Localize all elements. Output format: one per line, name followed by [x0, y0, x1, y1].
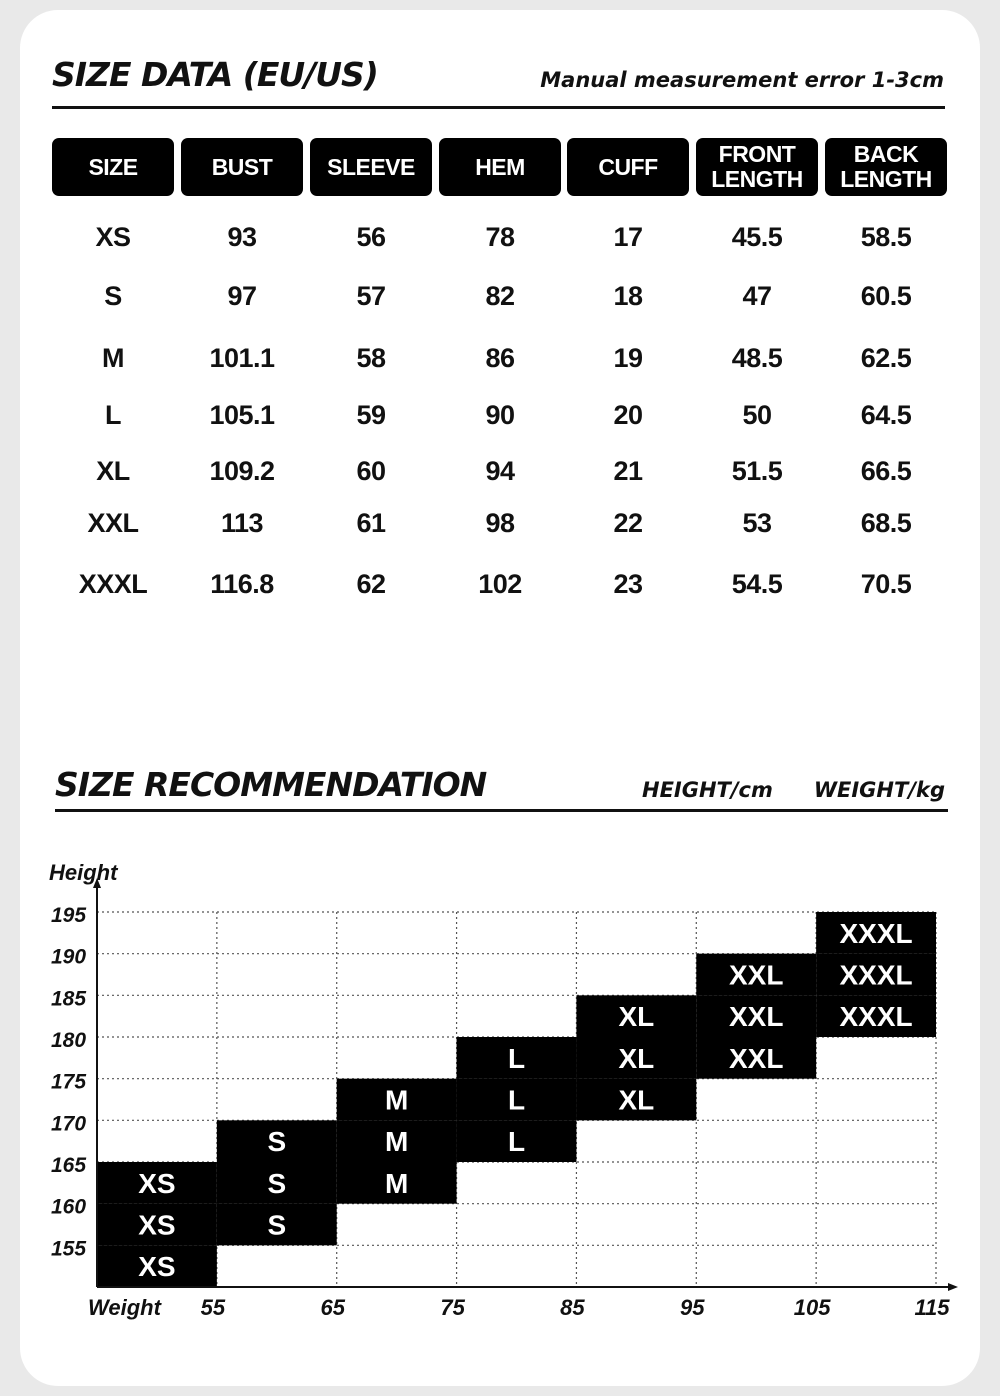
size-cell-label: L — [507, 1126, 526, 1158]
cell-cuff: 19 — [613, 343, 643, 373]
cell-front-length: 48.5 — [731, 343, 783, 373]
y-axis-label: Height — [49, 860, 118, 885]
column-header-cuff: CUFF — [567, 138, 689, 196]
height-unit-label: HEIGHT/cm — [642, 778, 773, 802]
y-tick-label: 155 — [51, 1237, 87, 1261]
x-axis-label: Weight — [88, 1295, 161, 1320]
cell-sleeve: 57 — [356, 281, 386, 311]
cell-size: L — [105, 400, 121, 430]
size-cell-label: XXXL — [839, 1001, 913, 1033]
column-header-sleeve: SLEEVE — [310, 138, 432, 196]
cell-hem: 78 — [485, 222, 515, 252]
cell-sleeve: 58 — [356, 343, 386, 373]
column-header-bust: BUST — [181, 138, 303, 196]
cell-bust: 113 — [220, 508, 264, 538]
cell-cuff: 20 — [613, 400, 643, 430]
cell-hem: 86 — [485, 343, 515, 373]
cell-back-length: 66.5 — [860, 456, 912, 486]
cell-sleeve: 56 — [356, 222, 386, 252]
y-tick-label: 185 — [51, 987, 87, 1011]
cell-sleeve: 62 — [356, 569, 386, 599]
size-cell-label: XS — [138, 1167, 176, 1199]
y-tick-label: 175 — [51, 1070, 87, 1094]
y-tick-label: 195 — [51, 904, 87, 927]
x-tick-label: 65 — [320, 1295, 345, 1320]
cell-size: S — [104, 281, 122, 311]
size-cell-label: L — [507, 1084, 526, 1116]
cell-front-length: 47 — [742, 281, 772, 311]
x-tick-label: 95 — [680, 1295, 705, 1320]
size-cell-label: S — [267, 1126, 287, 1158]
cell-cuff: 21 — [613, 456, 643, 486]
x-tick-label: 85 — [560, 1295, 585, 1320]
column-header-front-length: FRONT LENGTH — [696, 138, 818, 196]
cell-back-length: 70.5 — [860, 569, 912, 599]
cell-sleeve: 61 — [356, 508, 386, 538]
size-cell-label: XL — [618, 1001, 655, 1033]
y-tick-label: 160 — [51, 1195, 87, 1219]
cell-back-length: 62.5 — [860, 343, 912, 373]
weight-unit-label: WEIGHT/kg — [813, 778, 945, 802]
cell-back-length: 60.5 — [860, 281, 912, 311]
cell-hem: 90 — [485, 400, 515, 430]
cell-bust: 101.1 — [209, 343, 275, 373]
cell-hem: 102 — [478, 569, 522, 599]
size-cell-label: XXL — [728, 1001, 784, 1033]
cell-front-length: 54.5 — [731, 569, 783, 599]
size-cell-label: XXL — [728, 1042, 784, 1074]
size-cell-label: L — [507, 1042, 526, 1074]
x-axis-arrow-icon — [948, 1283, 958, 1291]
column-header-hem: HEM — [439, 138, 561, 196]
cell-cuff: 18 — [613, 281, 643, 311]
cell-size: XXXL — [78, 569, 148, 599]
cell-back-length: 64.5 — [860, 400, 912, 430]
column-header-size: SIZE — [52, 138, 174, 196]
size-cell-label: XXXL — [839, 917, 913, 949]
cell-bust: 109.2 — [209, 456, 275, 486]
cell-hem: 98 — [485, 508, 515, 538]
cell-hem: 82 — [485, 281, 515, 311]
cell-size: XXL — [87, 508, 139, 538]
cell-cuff: 17 — [613, 222, 643, 252]
cell-size: XL — [96, 456, 130, 486]
cell-size: M — [102, 343, 124, 373]
cell-size: XS — [95, 222, 131, 252]
cell-sleeve: 60 — [356, 456, 386, 486]
cell-front-length: 45.5 — [731, 222, 783, 252]
cell-back-length: 68.5 — [860, 508, 912, 538]
y-tick-label: 180 — [51, 1029, 87, 1052]
measurement-error-note: Manual measurement error 1-3cm — [540, 68, 944, 92]
size-data-title: SIZE DATA (EU/US) — [52, 55, 378, 94]
size-cell-label: M — [384, 1167, 409, 1199]
x-tick-label: 115 — [914, 1295, 950, 1320]
x-tick-label: 105 — [793, 1295, 831, 1320]
cell-sleeve: 59 — [356, 400, 386, 430]
size-cell-label: XL — [618, 1042, 655, 1074]
y-tick-label: 165 — [51, 1154, 87, 1177]
cell-front-length: 53 — [742, 508, 772, 538]
cell-hem: 94 — [485, 456, 515, 486]
size-cell-label: XXL — [728, 959, 784, 991]
x-tick-label: 55 — [200, 1295, 226, 1320]
cell-front-length: 50 — [742, 400, 772, 430]
size-cell-label: S — [267, 1167, 287, 1199]
size-cell-label: XL — [618, 1084, 655, 1116]
cell-back-length: 58.5 — [860, 222, 912, 252]
cell-bust: 97 — [227, 281, 257, 311]
size-cell-label: XXXL — [839, 959, 913, 991]
size-cell-label: S — [267, 1209, 287, 1241]
cell-front-length: 51.5 — [731, 456, 783, 486]
column-header-back-length: BACK LENGTH — [825, 138, 947, 196]
cell-bust: 105.1 — [209, 400, 275, 430]
size-cell-label: XS — [138, 1251, 176, 1283]
cell-bust: 93 — [227, 222, 257, 252]
cell-bust: 116.8 — [210, 569, 274, 599]
cell-cuff: 23 — [613, 569, 643, 599]
size-cell-label: XS — [138, 1209, 176, 1241]
cell-cuff: 22 — [613, 508, 643, 538]
size-cell-label: M — [384, 1126, 409, 1158]
y-tick-label: 190 — [51, 945, 87, 969]
y-tick-label: 170 — [51, 1112, 87, 1136]
x-tick-label: 75 — [440, 1295, 465, 1320]
size-cell-label: M — [384, 1084, 409, 1116]
size-recommendation-title: SIZE RECOMMENDATION — [55, 765, 487, 804]
